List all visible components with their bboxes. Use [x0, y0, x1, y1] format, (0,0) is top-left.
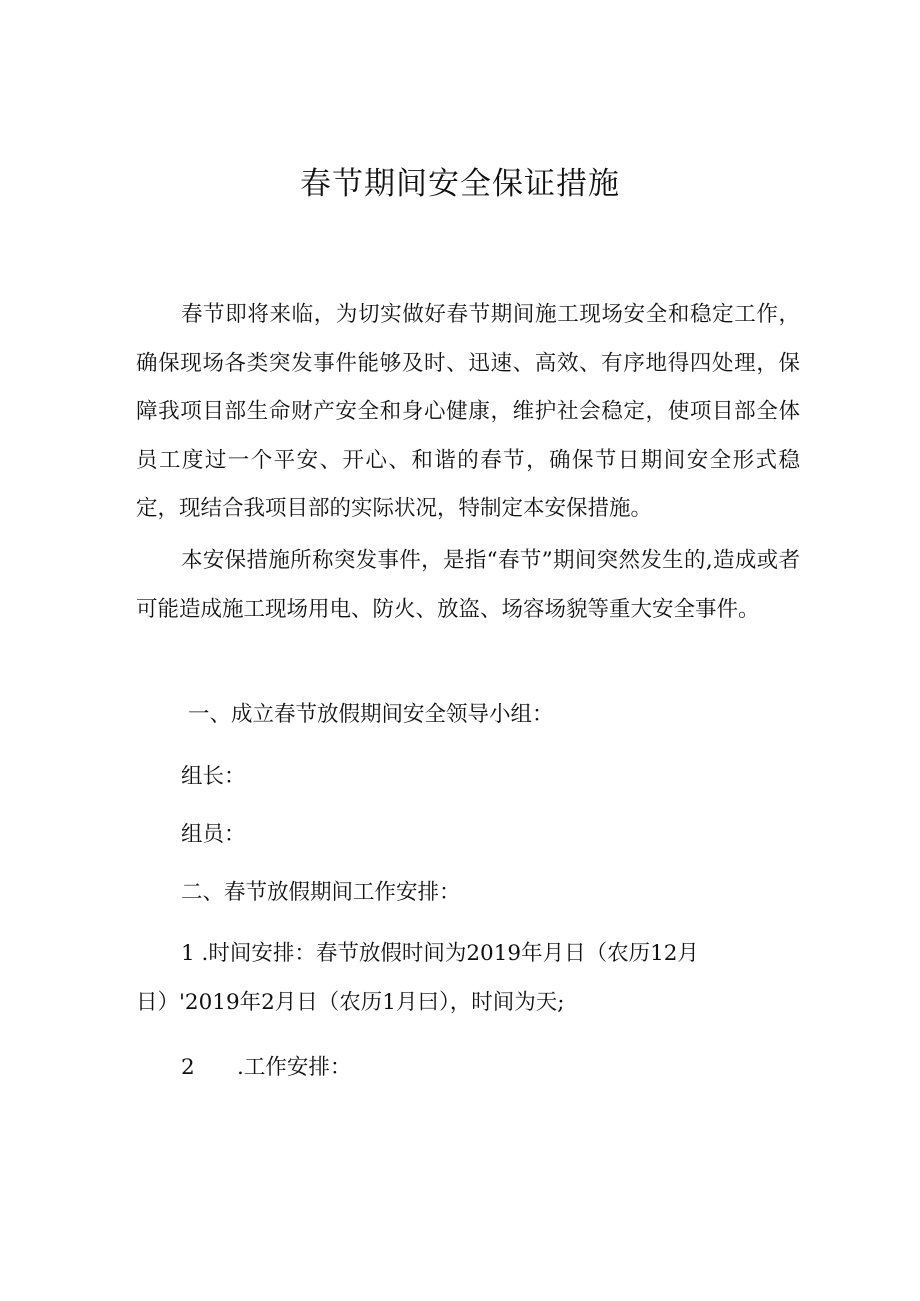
group-leader-label: 组长：	[181, 764, 246, 789]
intro-paragraph: 春节即将来临，为切实做好春节期间施工现场安全和稳定工作，确保现场各类突发事件能够及时、迅速、高效、有序地得四处理，保障我项目部生命财产安全和身心健康，维护社会稳定，使项目部全体员工度过一个平安、开心、和谐的春节，确保节日期间安全形式稳定，现结合我项目部的实际状况，特制定本安保措施。	[136, 302, 800, 521]
definition-paragraph: 本安保措施所称突发事件，是指“春节”期间突然发生的,造成或者可能造成施工现场用电、防火、放盗、场容场貌等重大安全事件。	[136, 548, 800, 622]
item-work-arrangement	[181, 1048, 351, 1088]
document-title: 春节期间安全保证措施	[300, 166, 620, 202]
section-heading-work-arrangement: 二、春节放假期间工作安排：	[181, 880, 461, 905]
group-member-label: 组员：	[181, 822, 246, 847]
item-time-arrangement: 1 .时间安排：春节放假时间为2019年月日（农历12月日）'2019年2月日（农历1月曰），时间为天;	[136, 941, 699, 1015]
item-work-arrangement-label: .工作安排：	[237, 1055, 352, 1080]
section-heading-leadership-group: 一、成立春节放假期间安全领导小组：	[188, 702, 554, 727]
item-number: 2	[181, 1055, 195, 1080]
